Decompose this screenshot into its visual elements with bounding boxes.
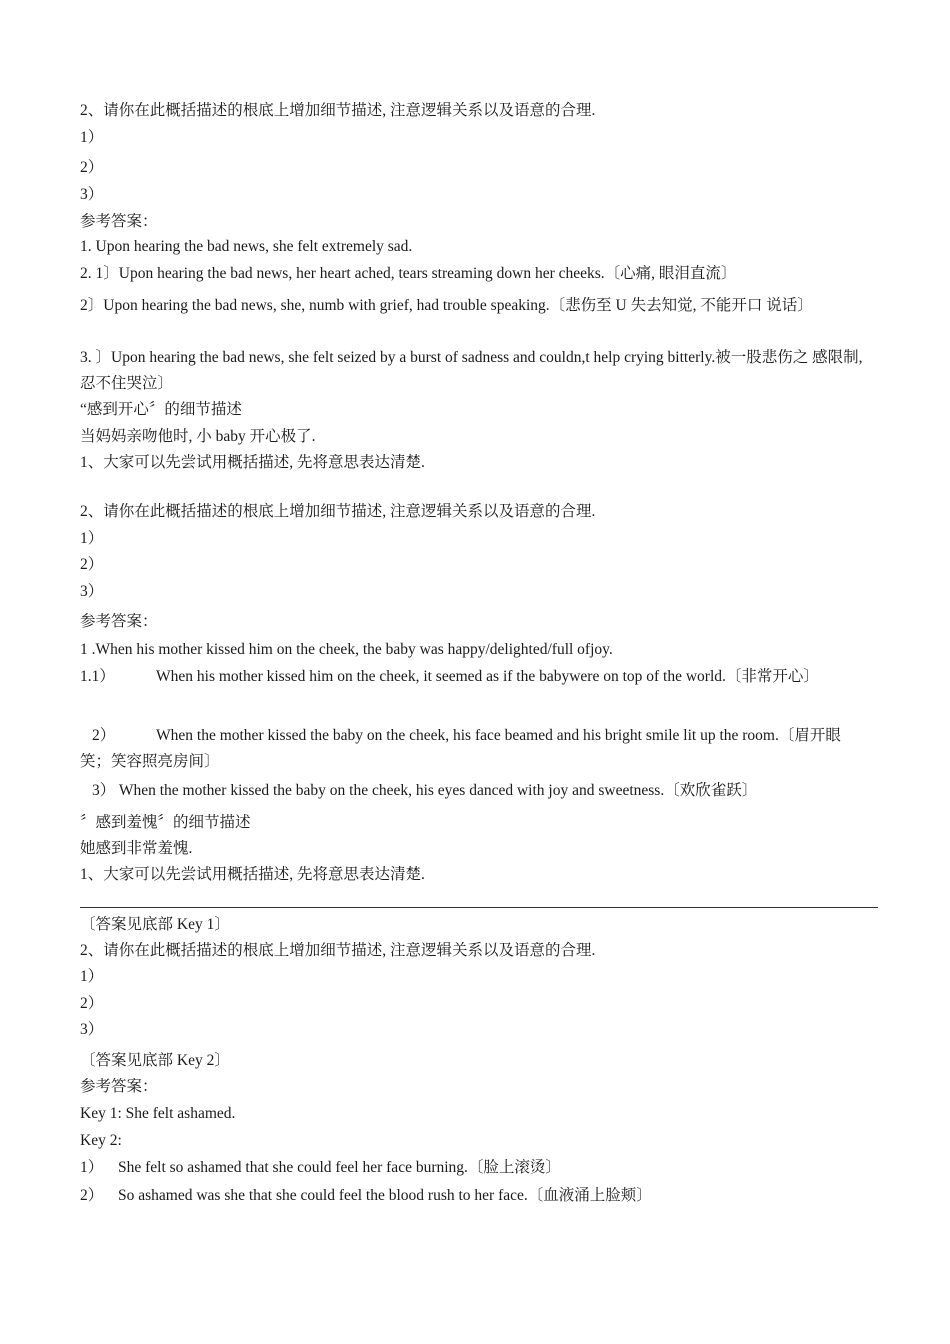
item-number: 1.1） bbox=[80, 668, 115, 685]
prompt-sentence: 她感到非常羞愧. bbox=[80, 840, 193, 857]
answer-line: 1 .When his mother kissed him on the cheek, the baby was happy/delighted/full ofjoy. bbox=[80, 641, 613, 658]
answer-line: 3. 〕Upon hearing the bad news, she felt seized by a burst of sadness and couldn,t help crying bitterly.被一股悲伤之 感限制, 忍不住哭泣〕 bbox=[80, 349, 863, 392]
blank-item-1: 1） bbox=[80, 129, 104, 146]
key-answer: Key 1: She felt ashamed. bbox=[80, 1105, 236, 1122]
answer-line: 2. 1〕Upon hearing the bad news, her heart ached, tears streaming down her cheeks.〔心痛, 眼泪直流〕 bbox=[80, 265, 737, 282]
answer-item bbox=[80, 723, 875, 775]
item-text: When his mother kissed him on the cheek, it seemed as if the babywere on top of the world.〔非常开心〕 bbox=[156, 668, 819, 685]
item-text: She felt so ashamed that she could feel her face burning.〔脸上滚烫〕 bbox=[118, 1159, 561, 1176]
blank-item-3: 3） bbox=[80, 186, 104, 203]
blank-item-3: 3） bbox=[80, 583, 104, 600]
blank-item-2: 2） bbox=[80, 556, 104, 573]
prompt-sentence: 当妈妈亲吻他时, 小 baby 开心极了. bbox=[80, 428, 316, 445]
blank-item-2: 2） bbox=[80, 995, 104, 1012]
instruction-line: 2、请你在此概括描述的根底上增加细节描述, 注意逻辑关系以及语意的合理. bbox=[80, 102, 596, 119]
instruction-line: 2、请你在此概括描述的根底上增加细节描述, 注意逻辑关系以及语意的合理. bbox=[80, 942, 596, 959]
blank-item-3: 3） bbox=[80, 1021, 104, 1038]
item-text: When the mother kissed the baby on the cheek, his face beamed and his bright smile lit up the room.〔眉开眼 笑；笑容照亮房间〕 bbox=[80, 727, 841, 770]
item-text: So ashamed was she that she could feel the blood rush to her face.〔血液涌上脸颊〕 bbox=[118, 1187, 652, 1204]
instruction-line: 1、大家可以先尝试用概括描述, 先将意思表达清楚. bbox=[80, 866, 425, 883]
key-reference: 〔答案见底部 Key 2〕 bbox=[80, 1052, 230, 1069]
key-item bbox=[80, 1158, 561, 1178]
item-number: 1） bbox=[80, 1159, 104, 1176]
key-answer: Key 2: bbox=[80, 1132, 122, 1149]
item-number: 2） bbox=[92, 727, 116, 744]
instruction-line: 1、大家可以先尝试用概括描述, 先将意思表达清楚. bbox=[80, 454, 425, 471]
answer-line: 3） When the mother kissed the baby on the cheek, his eyes danced with joy and sweetness.〔欢欣雀跃〕 bbox=[92, 782, 758, 799]
section-title: 〞感到羞愧〞的细节描述 bbox=[80, 814, 251, 831]
answer-item bbox=[80, 664, 875, 690]
answer-heading: 参考答案： bbox=[80, 613, 158, 630]
blank-item-1: 1） bbox=[80, 530, 104, 547]
answer-heading: 参考答案： bbox=[80, 213, 158, 230]
answer-heading: 参考答案： bbox=[80, 1078, 158, 1095]
divider bbox=[80, 907, 878, 908]
answer-line: 2〕Upon hearing the bad news, she, numb with grief, had trouble speaking.〔悲伤至 U 失去知觉, 不能开口 说话〕 bbox=[80, 297, 813, 314]
item-number: 2） bbox=[80, 1187, 104, 1204]
instruction-line: 2、请你在此概括描述的根底上增加细节描述, 注意逻辑关系以及语意的合理. bbox=[80, 503, 596, 520]
blank-item-2: 2） bbox=[80, 159, 104, 176]
key-reference: 〔答案见底部 Key 1〕 bbox=[80, 916, 230, 933]
blank-item-1: 1） bbox=[80, 968, 104, 985]
key-item bbox=[80, 1186, 652, 1206]
answer-line: 1. Upon hearing the bad news, she felt extremely sad. bbox=[80, 238, 413, 255]
section-title: “感到开心〞的细节描述 bbox=[80, 401, 242, 418]
